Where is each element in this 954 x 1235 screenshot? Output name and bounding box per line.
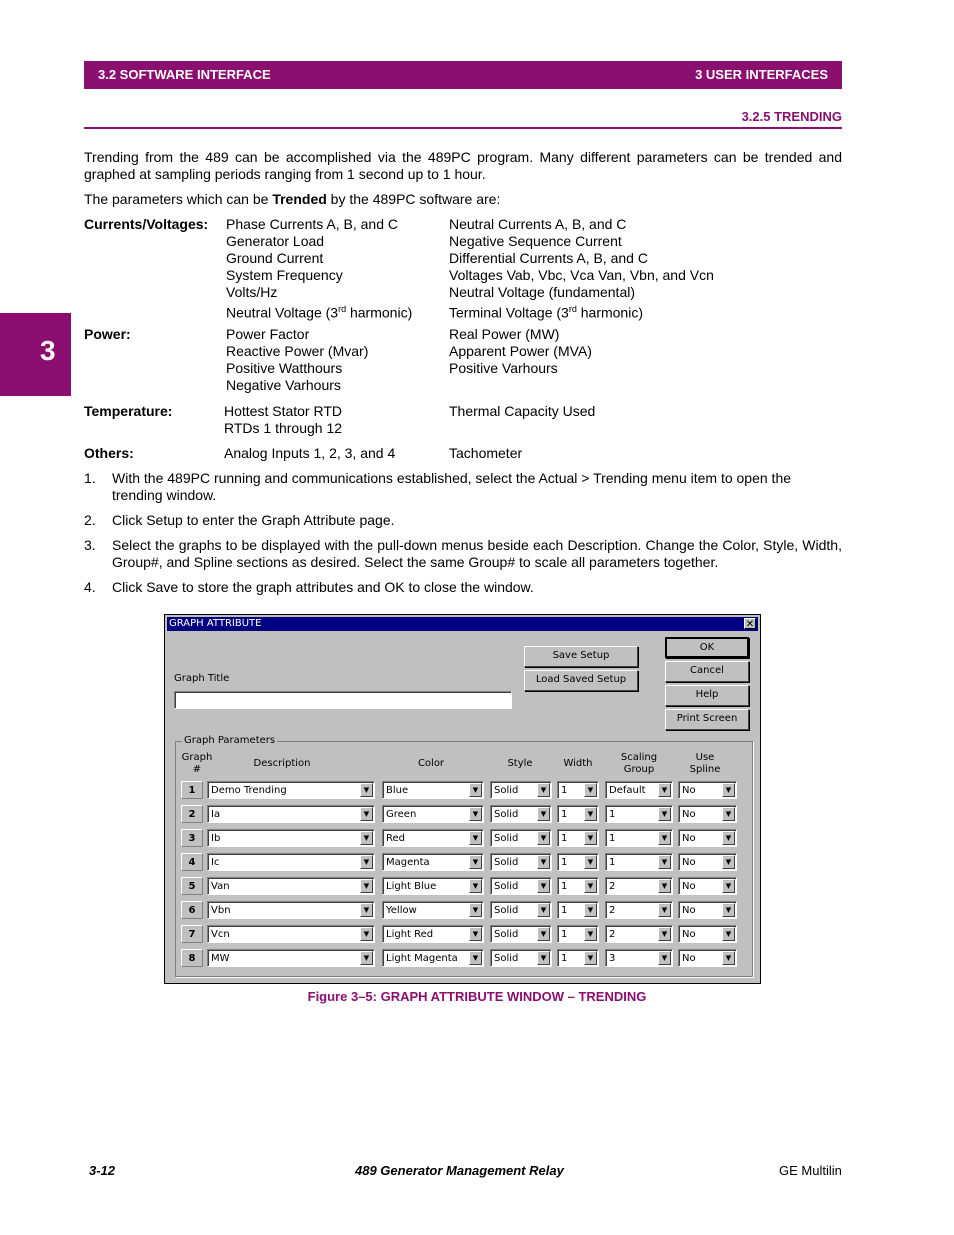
color-combobox[interactable] [382, 829, 484, 847]
param-item: Negative Sequence Current [449, 233, 622, 249]
param-item: Analog Inputs 1, 2, 3, and 4 [224, 445, 396, 461]
color-combobox-value: Green [386, 809, 417, 820]
param-item: Power Factor [226, 326, 310, 342]
intro-paragraph: Trending from the 489 can be accomplished via the 489PC program. Many different parameters can be trended and graphed at sampling periods ranging from 1 second up to 1 hour. [84, 149, 842, 182]
chevron-down-icon[interactable]: ▼ [722, 927, 735, 941]
graph-row-number: 2 [181, 805, 203, 823]
style-combobox[interactable] [490, 805, 552, 823]
graph-row-number: 1 [181, 781, 203, 799]
chevron-down-icon[interactable]: ▼ [360, 927, 373, 941]
chevron-down-icon[interactable]: ▼ [722, 855, 735, 869]
graph-row-number: 4 [181, 853, 203, 871]
print-screen-button[interactable]: Print Screen [665, 709, 749, 730]
description-combobox-value: Ib [211, 833, 221, 844]
chevron-down-icon[interactable]: ▼ [360, 831, 373, 845]
graph-row-number: 3 [181, 829, 203, 847]
color-combobox-value: Light Magenta [386, 953, 458, 964]
width-combobox[interactable] [557, 949, 599, 967]
chevron-down-icon[interactable]: ▼ [537, 783, 550, 797]
style-combobox-value: Solid [494, 881, 519, 892]
param-item: Positive Varhours [449, 360, 558, 376]
style-combobox-value: Solid [494, 809, 519, 820]
graph-attribute-dialog [164, 614, 761, 984]
style-combobox[interactable] [490, 925, 552, 943]
use-spline-combobox-value: No [682, 785, 696, 796]
graph-row-number: 7 [181, 925, 203, 943]
scaling-group-combobox-value: 1 [609, 809, 616, 820]
description-combobox[interactable] [207, 877, 375, 895]
chevron-down-icon[interactable]: ▼ [722, 831, 735, 845]
col-header-graph: Graph # [181, 752, 213, 775]
chevron-down-icon[interactable]: ▼ [537, 903, 550, 917]
use-spline-combobox-value: No [682, 929, 696, 940]
category-col1 [226, 216, 412, 322]
save-setup-button[interactable]: Save Setup [524, 646, 638, 667]
chevron-down-icon[interactable]: ▼ [722, 879, 735, 893]
style-combobox[interactable] [490, 853, 552, 871]
scaling-group-combobox-value: 1 [609, 857, 616, 868]
scaling-group-combobox-value: 2 [609, 905, 616, 916]
style-combobox-value: Solid [494, 929, 519, 940]
width-combobox-value: 1 [561, 905, 568, 916]
category-label: Power: [84, 326, 131, 342]
col-header-style: Style [507, 758, 533, 769]
header-rule [84, 127, 842, 129]
chevron-down-icon[interactable]: ▼ [537, 807, 550, 821]
chevron-down-icon[interactable]: ▼ [360, 783, 373, 797]
param-item: Volts/Hz [226, 284, 278, 300]
style-combobox-value: Solid [494, 905, 519, 916]
width-combobox[interactable] [557, 829, 599, 847]
style-combobox[interactable] [490, 781, 552, 799]
param-item: Hottest Stator RTD [224, 403, 343, 419]
chevron-down-icon[interactable]: ▼ [658, 831, 671, 845]
category-label: Others: [84, 445, 134, 461]
color-combobox[interactable] [382, 901, 484, 919]
use-spline-combobox[interactable] [678, 877, 737, 895]
width-combobox-value: 1 [561, 833, 568, 844]
chevron-down-icon[interactable]: ▼ [658, 951, 671, 965]
description-combobox[interactable] [207, 829, 375, 847]
col-header-description: Description [253, 758, 311, 769]
scaling-group-combobox-value: Default [609, 785, 646, 796]
category-col1 [224, 445, 395, 462]
color-combobox-value: Yellow [386, 905, 417, 916]
chevron-down-icon[interactable]: ▼ [722, 903, 735, 917]
color-combobox[interactable] [382, 949, 484, 967]
scaling-group-combobox[interactable] [605, 853, 673, 871]
graph-row-number: 5 [181, 877, 203, 895]
scaling-group-combobox-value: 3 [609, 953, 616, 964]
param-item: Terminal Voltage (3rd harmonic) [449, 304, 643, 321]
color-combobox[interactable] [382, 805, 484, 823]
width-combobox-value: 1 [561, 809, 568, 820]
chevron-down-icon[interactable]: ▼ [360, 807, 373, 821]
description-combobox[interactable] [207, 949, 375, 967]
param-item: RTDs 1 through 12 [224, 420, 343, 436]
param-item: System Frequency [226, 267, 343, 283]
width-combobox[interactable] [557, 781, 599, 799]
scaling-group-combobox[interactable] [605, 925, 673, 943]
color-combobox[interactable] [382, 925, 484, 943]
chevron-down-icon[interactable]: ▼ [584, 855, 597, 869]
category-col2 [449, 326, 592, 377]
chevron-down-icon[interactable]: ▼ [584, 831, 597, 845]
chevron-down-icon[interactable]: ▼ [658, 927, 671, 941]
description-combobox-value: Ia [211, 809, 221, 820]
footer-brand: GE Multilin [779, 1163, 842, 1178]
color-combobox-value: Light Red [386, 929, 434, 940]
style-combobox[interactable] [490, 829, 552, 847]
chevron-down-icon[interactable]: ▼ [469, 783, 482, 797]
chevron-down-icon[interactable]: ▼ [658, 879, 671, 893]
scaling-group-combobox[interactable] [605, 805, 673, 823]
width-combobox-value: 1 [561, 953, 568, 964]
chevron-down-icon[interactable]: ▼ [722, 807, 735, 821]
category-col2 [449, 403, 595, 420]
col-header-scaling-group: Scaling Group [620, 752, 658, 775]
param-item: Reactive Power (Mvar) [226, 343, 369, 359]
chevron-down-icon[interactable]: ▼ [469, 879, 482, 893]
param-item: Apparent Power (MVA) [449, 343, 592, 359]
chevron-down-icon[interactable]: ▼ [658, 855, 671, 869]
param-item: Neutral Currents A, B, and C [449, 216, 627, 232]
chevron-down-icon[interactable]: ▼ [584, 807, 597, 821]
scaling-group-combobox[interactable] [605, 877, 673, 895]
param-item: Ground Current [226, 250, 324, 266]
chevron-down-icon[interactable]: ▼ [469, 807, 482, 821]
use-spline-combobox[interactable] [678, 901, 737, 919]
description-combobox[interactable] [207, 781, 375, 799]
use-spline-combobox-value: No [682, 881, 696, 892]
use-spline-combobox[interactable] [678, 829, 737, 847]
section-header-bar [84, 61, 842, 89]
width-combobox-value: 1 [561, 785, 568, 796]
use-spline-combobox[interactable] [678, 925, 737, 943]
chevron-down-icon[interactable]: ▼ [469, 831, 482, 845]
chevron-down-icon[interactable]: ▼ [469, 855, 482, 869]
param-item: Generator Load [226, 233, 325, 249]
width-combobox[interactable] [557, 853, 599, 871]
category-col2 [449, 445, 522, 462]
chapter-tab [0, 313, 71, 396]
use-spline-combobox-value: No [682, 833, 696, 844]
scaling-group-combobox-value: 1 [609, 833, 616, 844]
graph-title-input[interactable] [174, 691, 512, 709]
graph-row-number: 6 [181, 901, 203, 919]
scaling-group-combobox-value: 2 [609, 929, 616, 940]
use-spline-combobox-value: No [682, 905, 696, 916]
param-item: Tachometer [449, 445, 523, 461]
chevron-down-icon[interactable]: ▼ [469, 903, 482, 917]
scaling-group-combobox[interactable] [605, 829, 673, 847]
param-item: Real Power (MW) [449, 326, 560, 342]
width-combobox[interactable] [557, 925, 599, 943]
col-header-width: Width [563, 758, 593, 769]
style-combobox[interactable] [490, 877, 552, 895]
style-combobox-value: Solid [494, 785, 519, 796]
header-left: 3.2 SOFTWARE INTERFACE [98, 67, 271, 82]
graph-parameters-caption: Graph Parameters [184, 735, 276, 746]
chevron-down-icon[interactable]: ▼ [584, 903, 597, 917]
description-combobox-value: Vbn [211, 905, 231, 916]
dialog-titlebar[interactable] [167, 617, 758, 631]
chevron-down-icon[interactable]: ▼ [584, 927, 597, 941]
color-combobox-value: Blue [386, 785, 409, 796]
description-combobox-value: Demo Trending [211, 785, 287, 796]
cancel-button[interactable]: Cancel [665, 661, 749, 682]
use-spline-combobox-value: No [682, 953, 696, 964]
scaling-group-combobox[interactable] [605, 781, 673, 799]
style-combobox-value: Solid [494, 857, 519, 868]
chevron-down-icon[interactable]: ▼ [360, 855, 373, 869]
param-item: Neutral Voltage (fundamental) [449, 284, 635, 300]
scaling-group-combobox[interactable] [605, 901, 673, 919]
chevron-down-icon[interactable]: ▼ [537, 855, 550, 869]
description-combobox-value: Vcn [211, 929, 230, 940]
use-spline-combobox[interactable] [678, 949, 737, 967]
use-spline-combobox[interactable] [678, 853, 737, 871]
description-combobox[interactable] [207, 925, 375, 943]
chevron-down-icon[interactable]: ▼ [360, 903, 373, 917]
category-label: Currents/Voltages: [84, 216, 209, 232]
color-combobox[interactable] [382, 853, 484, 871]
category-col2 [449, 216, 714, 322]
help-button[interactable]: Help [665, 685, 749, 706]
col-header-color: Color [417, 758, 445, 769]
category-col1 [226, 326, 368, 394]
footer-title: 489 Generator Management Relay [355, 1163, 564, 1178]
chevron-down-icon[interactable]: ▼ [722, 783, 735, 797]
description-combobox-value: Van [211, 881, 230, 892]
chevron-down-icon[interactable]: ▼ [584, 951, 597, 965]
description-combobox[interactable] [207, 901, 375, 919]
param-item: Voltages Vab, Vbc, Vca Van, Vbn, and Vcn [449, 267, 714, 283]
ok-button[interactable]: OK [665, 637, 749, 658]
chevron-down-icon[interactable]: ▼ [658, 903, 671, 917]
description-combobox-value: MW [211, 953, 230, 964]
chevron-down-icon[interactable]: ▼ [584, 783, 597, 797]
scaling-group-combobox[interactable] [605, 949, 673, 967]
chevron-down-icon[interactable]: ▼ [537, 927, 550, 941]
category-label: Temperature: [84, 403, 173, 419]
param-item: Thermal Capacity Used [449, 403, 596, 419]
chevron-down-icon[interactable]: ▼ [658, 807, 671, 821]
category-col1 [224, 403, 342, 437]
description-combobox[interactable] [207, 805, 375, 823]
width-combobox-value: 1 [561, 881, 568, 892]
style-combobox-value: Solid [494, 833, 519, 844]
param-item: Differential Currents A, B, and C [449, 250, 648, 266]
chevron-down-icon[interactable]: ▼ [722, 951, 735, 965]
color-combobox-value: Red [386, 833, 405, 844]
use-spline-combobox-value: No [682, 857, 696, 868]
use-spline-combobox-value: No [682, 809, 696, 820]
style-combobox[interactable] [490, 949, 552, 967]
load-saved-setup-button[interactable]: Load Saved Setup [524, 670, 638, 691]
chevron-down-icon[interactable]: ▼ [469, 951, 482, 965]
param-item: Positive Watthours [226, 360, 343, 376]
chevron-down-icon[interactable]: ▼ [537, 879, 550, 893]
graph-row-number: 8 [181, 949, 203, 967]
params-intro-after: by the 489PC software are: [326, 191, 501, 207]
graph-title-label: Graph Title [174, 673, 230, 684]
width-combobox[interactable] [557, 805, 599, 823]
chevron-down-icon[interactable]: ▼ [537, 831, 550, 845]
color-combobox[interactable] [382, 877, 484, 895]
use-spline-combobox[interactable] [678, 781, 737, 799]
width-combobox[interactable] [557, 901, 599, 919]
params-intro-bold: Trended [272, 191, 327, 207]
chapter-number: 3 [40, 335, 56, 366]
use-spline-combobox[interactable] [678, 805, 737, 823]
chevron-down-icon[interactable]: ▼ [360, 951, 373, 965]
close-icon[interactable]: ✕ [745, 619, 755, 630]
chevron-down-icon[interactable]: ▼ [584, 879, 597, 893]
params-intro [84, 191, 842, 208]
description-combobox[interactable] [207, 853, 375, 871]
dialog-title: GRAPH ATTRIBUTE [169, 618, 262, 629]
style-combobox[interactable] [490, 901, 552, 919]
scaling-group-combobox-value: 2 [609, 881, 616, 892]
chevron-down-icon[interactable]: ▼ [360, 879, 373, 893]
width-combobox[interactable] [557, 877, 599, 895]
subsection-title: 3.2.5 TRENDING [741, 109, 842, 124]
chevron-down-icon[interactable]: ▼ [469, 927, 482, 941]
param-item: Neutral Voltage (3rd harmonic) [226, 304, 413, 321]
param-item: Phase Currents A, B, and C [226, 216, 398, 232]
params-intro-before: The parameters which can be [84, 191, 273, 207]
width-combobox-value: 1 [561, 857, 568, 868]
color-combobox-value: Light Blue [386, 881, 437, 892]
chevron-down-icon[interactable]: ▼ [658, 783, 671, 797]
chevron-down-icon[interactable]: ▼ [537, 951, 550, 965]
col-header-use-spline: Use Spline [689, 752, 721, 775]
figure-caption: Figure 3–5: GRAPH ATTRIBUTE WINDOW – TRENDING [307, 989, 647, 1004]
color-combobox[interactable] [382, 781, 484, 799]
param-item: Negative Varhours [226, 377, 341, 393]
description-combobox-value: Ic [211, 857, 220, 868]
color-combobox-value: Magenta [386, 857, 430, 868]
page-number: 3-12 [89, 1163, 116, 1178]
header-right: 3 USER INTERFACES [695, 67, 828, 82]
style-combobox-value: Solid [494, 953, 519, 964]
width-combobox-value: 1 [561, 929, 568, 940]
